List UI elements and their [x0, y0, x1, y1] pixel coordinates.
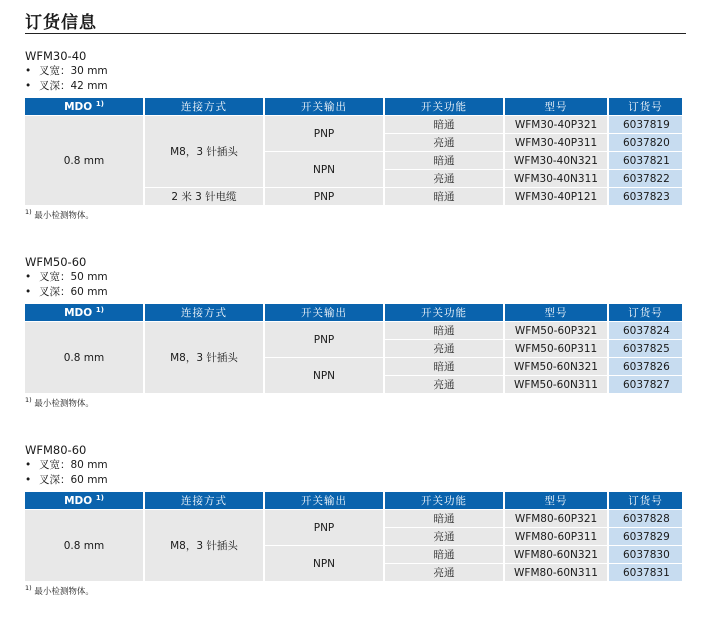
spec-item: • 叉宽：50 mm — [25, 271, 108, 283]
header-output: 开关输出 — [265, 492, 383, 509]
footnote-marker: 1) — [25, 396, 32, 404]
type-cell: WFM50-60N321 — [505, 358, 607, 375]
spec-text: 叉宽：30 mm — [39, 65, 108, 77]
footnote-text: 最小检测物体。 — [34, 210, 94, 221]
header-mdo — [25, 304, 143, 321]
model-name: WFM30-40 — [25, 49, 87, 63]
footnote — [25, 208, 686, 221]
spec-text: 叉宽：80 mm — [39, 459, 108, 471]
function-cell: 亮通 — [385, 564, 503, 581]
output-cell: PNP — [265, 116, 383, 151]
order-no-cell: 6037824 — [609, 322, 682, 339]
spec-item: • 叉深：60 mm — [25, 286, 108, 298]
function-cell: 亮通 — [385, 376, 503, 393]
connection-cell: 2 米 3 针电缆 — [145, 188, 263, 205]
type-cell: WFM50-60P311 — [505, 340, 607, 357]
table-header-row — [25, 98, 682, 115]
order-no-cell: 6037822 — [609, 170, 682, 187]
order-table — [23, 303, 684, 394]
output-cell: NPN — [265, 546, 383, 581]
order-no-cell: 6037825 — [609, 340, 682, 357]
footnote-marker: 1) — [25, 584, 32, 592]
connection-cell: M8，3 针插头 — [145, 510, 263, 581]
function-cell: 暗通 — [385, 152, 503, 169]
type-cell: WFM80-60N321 — [505, 546, 607, 563]
header-function: 开关功能 — [385, 304, 503, 321]
spec-text: 叉深：60 mm — [39, 474, 108, 486]
header-function: 开关功能 — [385, 492, 503, 509]
type-cell: WFM80-60N311 — [505, 564, 607, 581]
type-cell: WFM30-40P121 — [505, 188, 607, 205]
header-label: MDO — [64, 307, 93, 319]
type-cell: WFM80-60P311 — [505, 528, 607, 545]
footnote-text: 最小检测物体。 — [34, 586, 94, 597]
header-type: 型号 — [505, 492, 607, 509]
footnote-marker: 1) — [95, 494, 104, 502]
title-divider — [25, 33, 686, 34]
function-cell: 暗通 — [385, 510, 503, 527]
table-row — [25, 322, 682, 339]
type-cell: WFM80-60P321 — [505, 510, 607, 527]
order-no-cell: 6037826 — [609, 358, 682, 375]
header-type: 型号 — [505, 98, 607, 115]
order-table — [23, 97, 684, 206]
header-order-no: 订货号 — [609, 492, 682, 509]
type-cell: WFM50-60N311 — [505, 376, 607, 393]
spec-item: • 叉宽：80 mm — [25, 459, 108, 471]
function-cell: 暗通 — [385, 322, 503, 339]
table-row — [25, 116, 682, 133]
header-type: 型号 — [505, 304, 607, 321]
footnote — [25, 396, 686, 409]
mdo-cell: 0.8 mm — [25, 116, 143, 205]
mdo-cell: 0.8 mm — [25, 322, 143, 393]
product-section-wfm80-60 — [25, 442, 686, 597]
output-cell: NPN — [265, 152, 383, 187]
header-function: 开关功能 — [385, 98, 503, 115]
function-cell: 暗通 — [385, 546, 503, 563]
type-cell: WFM30-40P321 — [505, 116, 607, 133]
table-header-row — [25, 304, 682, 321]
order-no-cell: 6037830 — [609, 546, 682, 563]
order-no-cell: 6037819 — [609, 116, 682, 133]
header-connection: 连接方式 — [145, 492, 263, 509]
footnote — [25, 584, 686, 597]
function-cell: 亮通 — [385, 528, 503, 545]
output-cell: PNP — [265, 322, 383, 357]
spec-text: 叉深：42 mm — [39, 80, 108, 92]
table-row — [25, 510, 682, 527]
order-no-cell: 6037829 — [609, 528, 682, 545]
header-order-no: 订货号 — [609, 304, 682, 321]
mdo-cell: 0.8 mm — [25, 510, 143, 581]
header-order-no: 订货号 — [609, 98, 682, 115]
order-no-cell: 6037828 — [609, 510, 682, 527]
header-mdo — [25, 98, 143, 115]
function-cell: 亮通 — [385, 170, 503, 187]
type-cell: WFM50-60P321 — [505, 322, 607, 339]
spec-text: 叉深：60 mm — [39, 286, 108, 298]
output-cell: NPN — [265, 358, 383, 393]
product-section-wfm50-60 — [25, 254, 686, 409]
spec-list — [25, 64, 686, 94]
function-cell: 亮通 — [385, 340, 503, 357]
connection-cell: M8，3 针插头 — [145, 116, 263, 187]
spec-list — [25, 270, 686, 300]
header-label: MDO — [64, 101, 93, 113]
spec-text: 叉宽：50 mm — [39, 271, 108, 283]
header-label: MDO — [64, 495, 93, 507]
model-name: WFM80-60 — [25, 443, 87, 457]
type-cell: WFM30-40N311 — [505, 170, 607, 187]
header-connection: 连接方式 — [145, 98, 263, 115]
spec-item: • 叉深：42 mm — [25, 80, 108, 92]
footnote-marker: 1) — [95, 306, 104, 314]
order-no-cell: 6037823 — [609, 188, 682, 205]
header-output: 开关输出 — [265, 98, 383, 115]
header-output: 开关输出 — [265, 304, 383, 321]
table-header-row — [25, 492, 682, 509]
model-name: WFM50-60 — [25, 255, 87, 269]
footnote-text: 最小检测物体。 — [34, 398, 94, 409]
spec-item: • 叉宽：30 mm — [25, 65, 108, 77]
type-cell: WFM30-40P311 — [505, 134, 607, 151]
order-table — [23, 491, 684, 582]
product-section-wfm30-40 — [25, 48, 686, 221]
type-cell: WFM30-40N321 — [505, 152, 607, 169]
function-cell: 暗通 — [385, 188, 503, 205]
order-no-cell: 6037820 — [609, 134, 682, 151]
function-cell: 暗通 — [385, 116, 503, 133]
function-cell: 暗通 — [385, 358, 503, 375]
header-connection: 连接方式 — [145, 304, 263, 321]
header-mdo — [25, 492, 143, 509]
spec-item: • 叉深：60 mm — [25, 474, 108, 486]
output-cell: PNP — [265, 510, 383, 545]
order-no-cell: 6037827 — [609, 376, 682, 393]
footnote-marker: 1) — [25, 208, 32, 216]
footnote-marker: 1) — [95, 100, 104, 108]
order-no-cell: 6037831 — [609, 564, 682, 581]
page-title: 订货信息 — [25, 13, 97, 33]
function-cell: 亮通 — [385, 134, 503, 151]
order-no-cell: 6037821 — [609, 152, 682, 169]
output-cell: PNP — [265, 188, 383, 205]
connection-cell: M8，3 针插头 — [145, 322, 263, 393]
spec-list — [25, 458, 686, 488]
